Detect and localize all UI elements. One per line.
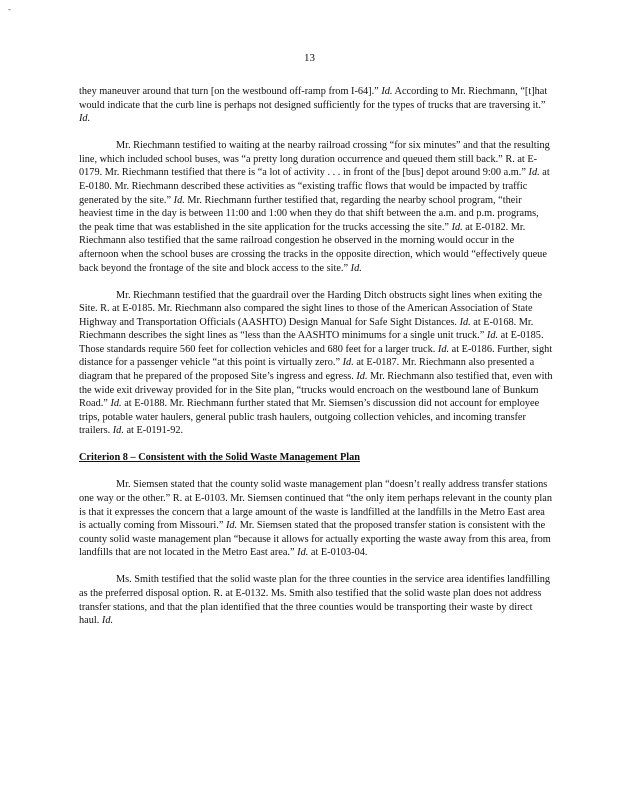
p2-citation-1: Id. — [528, 167, 540, 179]
p4-citation-1: Id. — [226, 520, 238, 532]
p2-citation-3: Id. — [451, 221, 463, 233]
p3-sentence-4: at E-0186. Further, sight distance for a passenger vehicle “at this point is virtually zero.” — [79, 343, 553, 369]
p1-sentence-2: According to Mr. Riechmann, “[t]hat would indicate that the curb line is perhaps not designed sufficiently for the types of trucks that are traversing it.” — [79, 86, 548, 111]
p2-sentence-2: at E-0180. Mr. Riechmann described these activities as “existing traffic flows that would be impacted by traffic generated by the site.” — [79, 167, 550, 206]
paragraph-3 — [79, 289, 553, 439]
p4-sentence-2: Mr. Siemsen stated that the proposed transfer station is consistent with the county solid waste management plan “because it allows for actually exporting the waste away from this area, from landfills that are not located in the Metro East area.” — [79, 520, 551, 559]
p4-citation-2: Id. — [297, 547, 309, 559]
p3-sentence-5: at E-0187. Mr. Riechmann also presented a diagram that he prepared of the proposed Site’s ingress and egress. — [79, 357, 535, 383]
p3-citation-6: Id. — [110, 398, 122, 410]
body-text — [79, 85, 553, 628]
p4-sentence-3: at E-0103-04. — [308, 547, 368, 559]
p3-sentence-2: at E-0168. Mr. Riechmann describes the sight lines as “less than the AASHTO minimums for a single unit truck.” — [79, 316, 534, 342]
p3-sentence-8: at E-0191-92. — [123, 425, 184, 437]
p3-citation-4: Id. — [342, 357, 354, 369]
p5-sentence-1: Ms. Smith testified that the solid waste plan for the three counties in the service area identifies landfilling as the preferred disposal option. R. at E-0132. Ms. Smith also testified that the solid waste plan does not address transfer stations, and that the plan identified that the three counties would be transporting their waste by direct haul. — [79, 574, 551, 627]
p3-citation-7: Id. — [112, 425, 124, 437]
p3-citation-5: Id. — [356, 371, 368, 383]
p3-sentence-6: Mr. Riechmann also testified that, even with the wide exit driveway provided for in the Site plan, “trucks would encroach on the westbound lane of Bunkum Road.” — [79, 371, 553, 410]
p5-citation-1: Id. — [101, 615, 114, 627]
paragraph-1 — [79, 85, 553, 126]
p2-sentence-1: Mr. Riechmann testified to waiting at the nearby railroad crossing “for six minutes” and that the resulting line, which included school buses, was “a pretty long duration occurrence and queued them still back.” R. at E-0179. Mr. Riechmann testified that there is “a lot of activity . . . in front of the [bus] depot around 9:00 a.m.” — [79, 140, 550, 179]
paragraph-4 — [79, 478, 553, 560]
p3-citation-1: Id. — [459, 316, 471, 328]
p3-sentence-3: at E-0185. Those standards require 560 feet for collection vehicles and 680 feet for a larger truck. — [79, 330, 544, 355]
p3-citation-2: Id. — [486, 330, 499, 342]
paragraph-5 — [79, 573, 553, 627]
p1-citation-1: Id. — [381, 86, 393, 97]
p3-sentence-7: at E-0188. Mr. Riechmann further stated that Mr. Siemsen’s discussion did not account for employee trips, potable water haulers, general public trash haulers, outgoing collection vehicles, and incoming transfer trailers. — [79, 398, 540, 437]
scan-mark: - — [8, 4, 11, 14]
p3-citation-3: Id. — [437, 343, 450, 355]
p2-citation-2: Id. — [173, 194, 185, 206]
p2-citation-4: Id. — [350, 262, 362, 274]
p4-sentence-1: Mr. Siemsen stated that the county solid waste management plan “doesn’t really address transfer stations one way or the other.” R. at E-0103. Mr. Siemsen continued that “the only item perhaps relevant in the county plan is that it expresses the concern that a large amount of the waste is landfilled at the landfills in the Metro East area is actually coming from Missouri.” — [79, 479, 552, 532]
p2-sentence-4: at E-0182. Mr. Riechmann also testified that the same railroad congestion he observed in the morning would occur in the afternoon when the school buses are crossing the tracks in the opposite direction, which would “effectively queue back beyond the frontage of the site and block access to the site.” — [79, 221, 547, 274]
p3-sentence-1: Mr. Riechmann testified that the guardrail over the Harding Ditch obstructs sight lines when exiting the Site. R. at E-0185. Mr. Riechmann also compared the sight lines to those of the American Association of State Highway and Transportation Officials (AASHTO) Design Manual for Safe Sight Distances. — [79, 289, 543, 328]
page-number: 13 — [304, 52, 315, 64]
paragraph-2 — [79, 139, 553, 275]
p1-sentence-1: they maneuver around that turn [on the westbound off-ramp from I-64].” — [79, 86, 382, 97]
section-heading: Criterion 8 – Consistent with the Solid Waste Management Plan — [79, 452, 360, 464]
p1-citation-2: Id. — [79, 113, 91, 125]
p2-sentence-3: Mr. Riechmann further testified that, regarding the nearby school program, “their heaviest time in the day is between 11:00 and 1:00 when they do that shift between the a.m. and p.m. programs, the peak time that was established in the site application for the trucks accessing the site.” — [79, 194, 539, 233]
